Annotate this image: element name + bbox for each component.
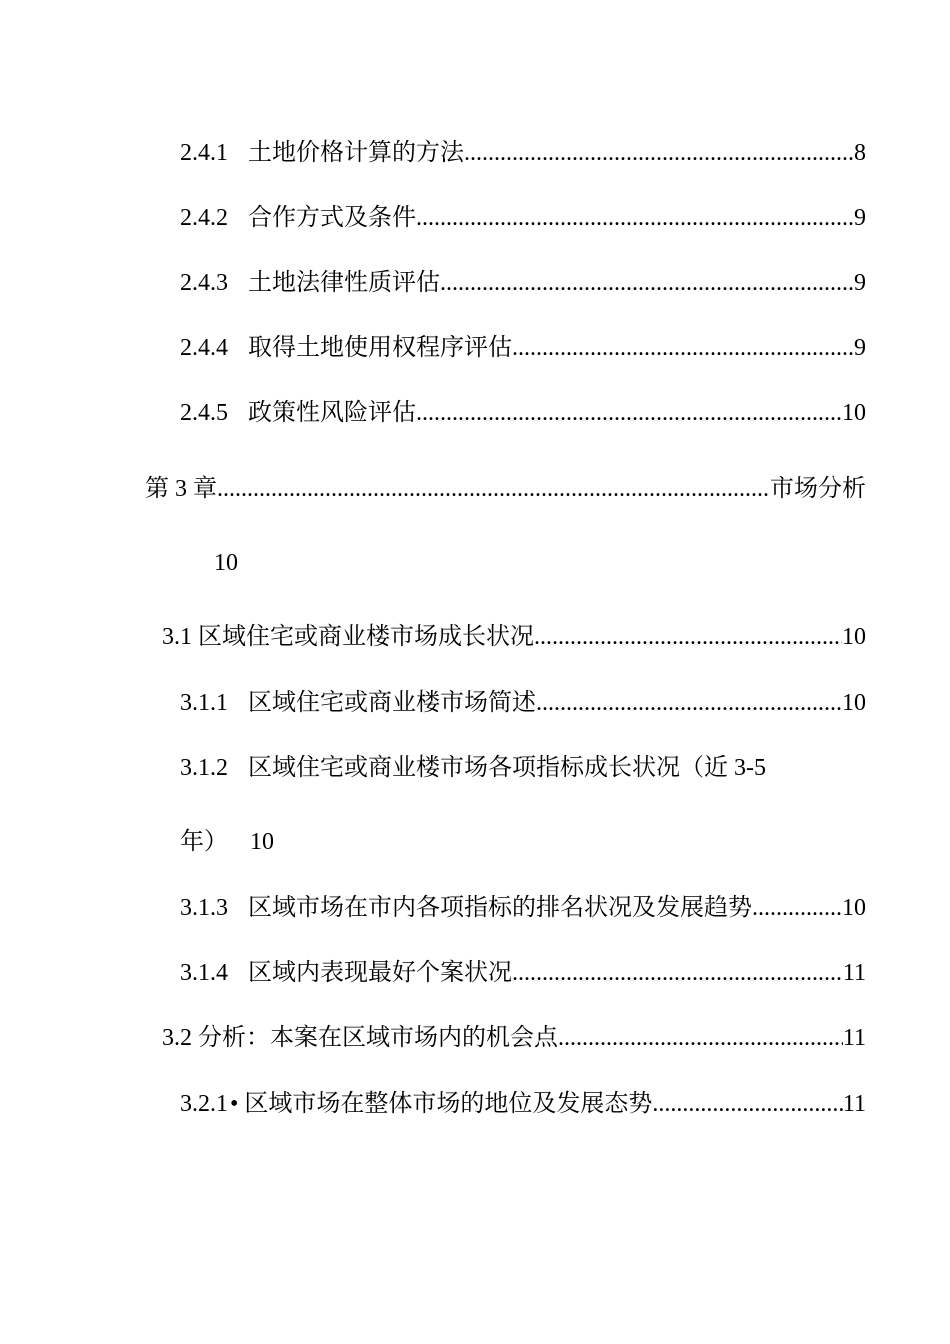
toc-entry-title: 区域住宅或商业楼市场简述	[248, 690, 536, 716]
toc-section-3-2[interactable]	[162, 1023, 866, 1053]
toc-entry-number: 3.1.4	[180, 960, 228, 986]
toc-leader-dots	[464, 138, 854, 168]
toc-leader-dots	[536, 688, 842, 718]
toc-leader-dots	[416, 203, 854, 233]
toc-entry-title: 区域内表现最好个案状况	[248, 960, 512, 986]
toc-page-number: 9	[854, 335, 866, 361]
toc-page-number: 9	[854, 270, 866, 296]
toc-page-number: 10	[842, 400, 866, 426]
toc-page-number: 10	[842, 895, 866, 921]
toc-entry-number: 3.1.2	[180, 755, 228, 781]
bullet-icon: •	[230, 1091, 239, 1117]
toc-entry-2-4-4[interactable]	[180, 333, 866, 363]
toc-leader-dots	[512, 958, 843, 988]
toc-page-number: 11	[842, 960, 866, 986]
toc-section-title: 分析：本案在区域市场内的机会点	[198, 1025, 558, 1051]
toc-entry-number: 3.1.1	[180, 690, 228, 716]
toc-entry-3-1-1[interactable]	[180, 688, 866, 718]
toc-chapter-3[interactable]	[145, 474, 866, 504]
toc-leader-dots	[652, 1089, 842, 1119]
toc-chapter-number: 第 3 章	[145, 476, 217, 502]
toc-leader-dots	[752, 893, 842, 923]
toc-leader-dots	[558, 1023, 843, 1053]
toc-entry-title: 政策性风险评估	[248, 400, 416, 426]
toc-entry-title: 区域市场在市内各项指标的排名状况及发展趋势	[248, 895, 752, 921]
toc-section-3-1[interactable]	[162, 622, 866, 652]
toc-leader-dots	[217, 474, 770, 504]
toc-entry-2-4-2[interactable]	[180, 203, 866, 233]
toc-chapter-title: 市场分析	[770, 476, 866, 502]
toc-entry-title: 取得土地使用权程序评估	[248, 335, 512, 361]
toc-entry-2-4-1[interactable]	[180, 138, 866, 168]
toc-leader-dots	[534, 622, 842, 652]
toc-entry-3-1-2-continuation	[180, 827, 380, 857]
toc-entry-3-1-2[interactable]	[180, 753, 820, 783]
toc-entry-title: 合作方式及条件	[248, 205, 416, 231]
toc-section-title: 区域住宅或商业楼市场成长状况	[198, 624, 534, 650]
toc-entry-3-1-4[interactable]	[180, 958, 866, 988]
toc-entry-number: 3.1.3	[180, 895, 228, 921]
toc-leader-dots	[416, 398, 842, 428]
toc-entry-title: 区域市场在整体市场的地位及发展态势	[244, 1091, 653, 1117]
toc-page-number: 11	[842, 1025, 866, 1051]
toc-page-number: 10	[842, 690, 866, 716]
toc-entry-number: 2.4.2	[180, 205, 228, 231]
toc-entry-number: 2.4.3	[180, 270, 228, 296]
toc-chapter-page-number: 10	[214, 550, 238, 576]
toc-entry-2-4-5[interactable]	[180, 398, 866, 428]
toc-page-number: 10	[842, 624, 866, 650]
toc-entry-number: 2.4.4	[180, 335, 228, 361]
toc-page-number: 9	[854, 205, 866, 231]
toc-section-number: 3.1	[162, 624, 192, 650]
toc-leader-dots	[512, 333, 854, 363]
toc-entry-3-1-3[interactable]	[180, 893, 866, 923]
toc-page-number: 11	[842, 1091, 866, 1117]
toc-page-number: 8	[854, 140, 866, 166]
toc-leader-dots	[440, 268, 854, 298]
toc-entry-title: 土地价格计算的方法	[248, 140, 464, 166]
toc-section-number: 3.2	[162, 1025, 192, 1051]
toc-entry-3-2-1[interactable]	[180, 1089, 866, 1119]
toc-entry-title-continued: 年）	[180, 829, 228, 855]
toc-entry-number: 2.4.1	[180, 140, 228, 166]
toc-entry-title: 土地法律性质评估	[248, 270, 440, 296]
toc-entry-number: 3.2.1	[180, 1091, 228, 1117]
toc-entry-number: 2.4.5	[180, 400, 228, 426]
toc-page-number: 10	[250, 829, 274, 855]
toc-entry-2-4-3[interactable]	[180, 268, 866, 298]
toc-entry-title: 区域住宅或商业楼市场各项指标成长状况（近 3-5	[248, 755, 766, 781]
